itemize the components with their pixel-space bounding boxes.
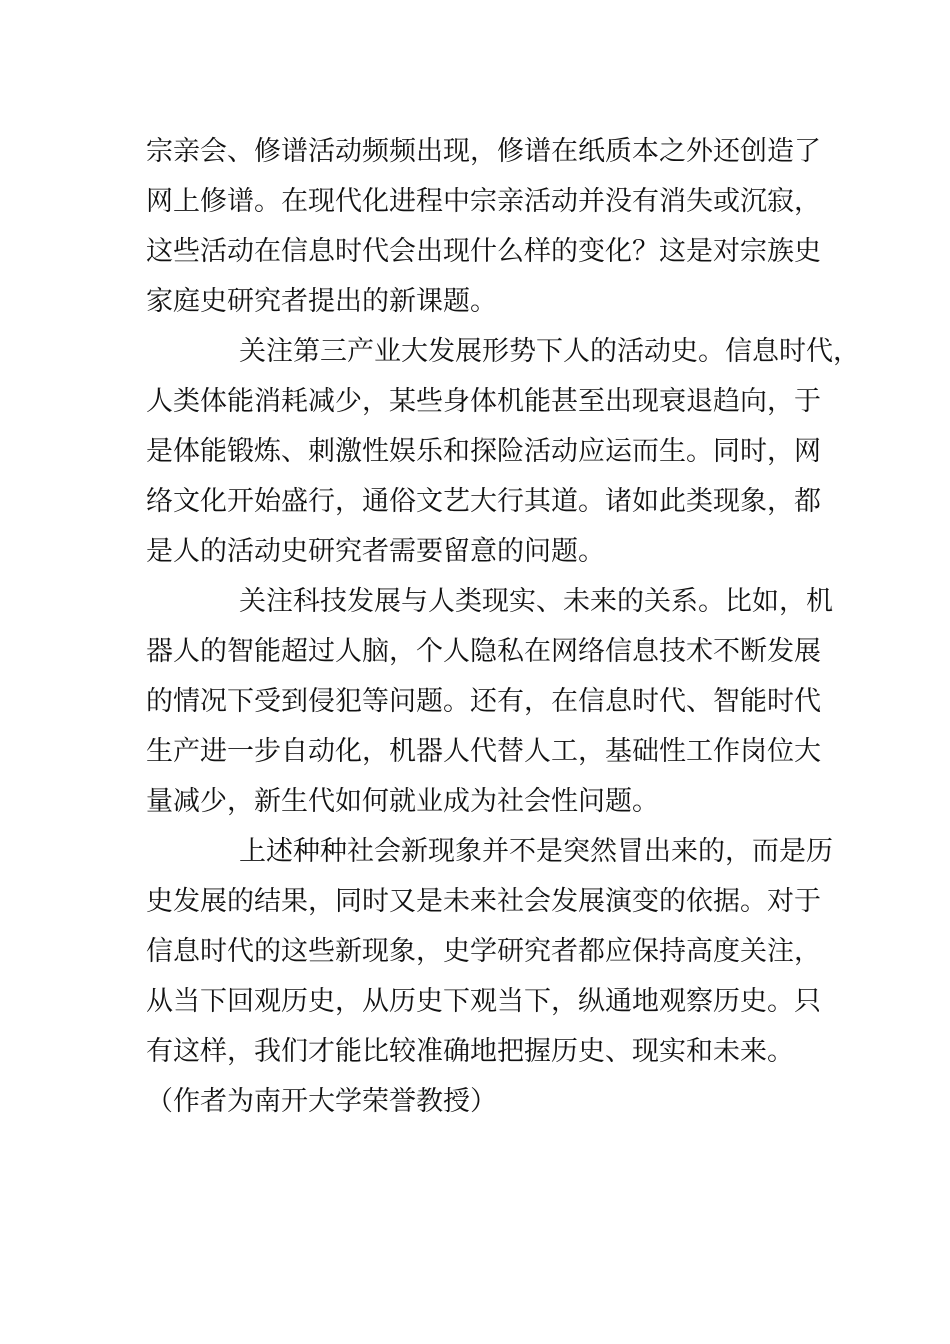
text-line: 信息时代的这些新现象，史学研究者都应保持高度关注， <box>146 936 821 967</box>
author-note: （作者为南开大学荣誉教授） <box>146 1086 497 1117</box>
text-line: 从当下回观历史，从历史下观当下，纵通地观察历史。只 <box>146 986 821 1017</box>
article-body <box>146 127 860 1127</box>
text-line: 器人的智能超过人脑，个人隐私在网络信息技术不断发展 <box>146 636 821 667</box>
text-line-indented: 关注科技发展与人类现实、未来的关系。比如，机 <box>239 586 833 617</box>
paragraph-2 <box>146 327 860 577</box>
text-line: 生产进一步自动化，机器人代替人工，基础性工作岗位大 <box>146 736 821 767</box>
text-line: 史发展的结果，同时又是未来社会发展演变的依据。对于 <box>146 886 821 917</box>
text-line: 是人的活动史研究者需要留意的问题。 <box>146 536 605 567</box>
text-line: 这些活动在信息时代会出现什么样的变化？这是对宗族史 <box>146 236 821 267</box>
text-line: 有这样，我们才能比较准确地把握历史、现实和未来。 <box>146 1036 794 1067</box>
text-line: 家庭史研究者提出的新课题。 <box>146 286 497 317</box>
text-line: 量减少，新生代如何就业成为社会性问题。 <box>146 786 659 817</box>
paragraph-4 <box>146 827 833 1127</box>
text-line: 宗亲会、修谱活动频频出现，修谱在纸质本之外还创造了 <box>146 136 821 167</box>
text-line-indented: 关注第三产业大发展形势下人的活动史。信息时代， <box>239 336 860 367</box>
text-line: 是体能锻炼、刺激性娱乐和探险活动应运而生。同时，网 <box>146 436 821 467</box>
paragraph-3 <box>146 577 833 827</box>
text-line-indented: 上述种种社会新现象并不是突然冒出来的，而是历 <box>239 836 833 867</box>
paragraph-1 <box>146 127 826 327</box>
text-line: 人类体能消耗减少，某些身体机能甚至出现衰退趋向，于 <box>146 386 821 417</box>
text-line: 络文化开始盛行，通俗文艺大行其道。诸如此类现象，都 <box>146 486 821 517</box>
text-line: 网上修谱。在现代化进程中宗亲活动并没有消失或沉寂， <box>146 186 821 217</box>
text-line: 的情况下受到侵犯等问题。还有，在信息时代、智能时代 <box>146 686 821 717</box>
